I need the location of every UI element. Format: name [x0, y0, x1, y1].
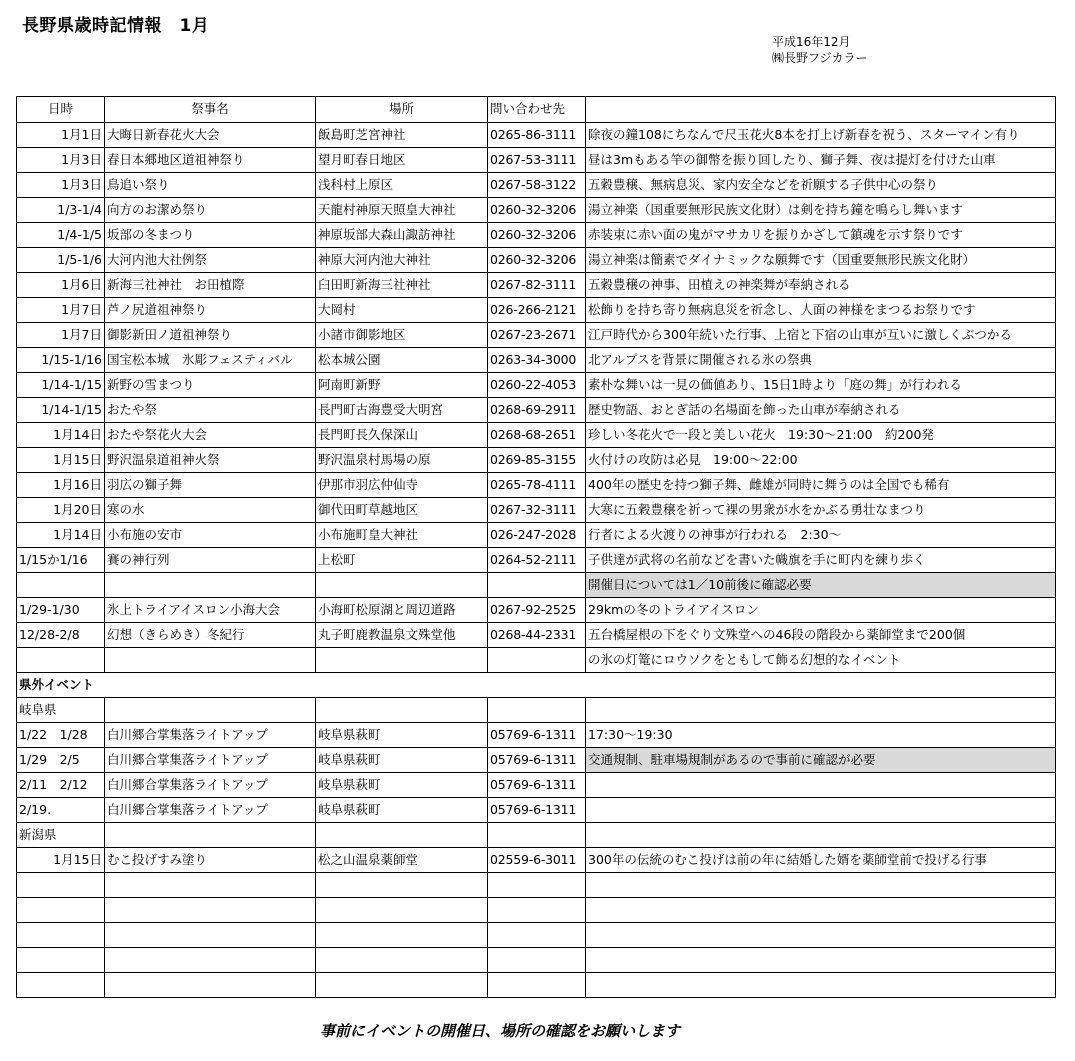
note-cell: 開催日については1／10前後に確認必要	[586, 573, 1056, 598]
niigata-label-row	[17, 823, 1056, 848]
outside-heading-row	[17, 673, 1056, 698]
phone-cell: 0267-23-2671	[488, 323, 586, 348]
empty-cell	[105, 823, 316, 848]
table-row	[17, 773, 1056, 798]
empty-cell	[17, 948, 105, 973]
event-cell: 氷上トライアイスロン小海大会	[105, 598, 316, 623]
place-cell: 岐阜県萩町	[316, 798, 488, 823]
event-cell: 大晦日新春花火大会	[105, 123, 316, 148]
date-cell: 1/14-1/15	[17, 398, 105, 423]
note-cell: の氷の灯篭にロウソクをともして飾る幻想的なイベント	[586, 648, 1056, 673]
phone-cell	[488, 648, 586, 673]
table-row	[17, 648, 1056, 673]
date-cell: 1/14-1/15	[17, 373, 105, 398]
gifu-label-row	[17, 698, 1056, 723]
phone-cell: 0269-85-3155	[488, 448, 586, 473]
note-cell: 昼は3mもある竿の御幣を振り回したり、獅子舞、夜は提灯を付けた山車	[586, 148, 1056, 173]
note-cell: 大寒に五穀豊穣を祈って裸の男衆が水をかぶる勇壮なまつり	[586, 498, 1056, 523]
table-row	[17, 848, 1056, 873]
empty-cell	[586, 948, 1056, 973]
empty-row	[17, 973, 1056, 998]
empty-cell	[316, 948, 488, 973]
place-cell: 丸子町鹿教温泉文殊堂他	[316, 623, 488, 648]
place-cell	[316, 648, 488, 673]
empty-cell	[488, 898, 586, 923]
place-cell: 小布施町皇大神社	[316, 523, 488, 548]
empty-cell	[586, 898, 1056, 923]
empty-cell	[316, 698, 488, 723]
event-cell: 羽広の獅子舞	[105, 473, 316, 498]
empty-cell	[17, 898, 105, 923]
table-row	[17, 498, 1056, 523]
place-cell: 望月町春日地区	[316, 148, 488, 173]
phone-cell: 0268-68-2651	[488, 423, 586, 448]
phone-cell: 0268-44-2331	[488, 623, 586, 648]
event-cell	[105, 648, 316, 673]
empty-cell	[488, 973, 586, 998]
empty-cell	[488, 823, 586, 848]
event-cell: 新海三社神社 お田植際	[105, 273, 316, 298]
empty-cell	[586, 698, 1056, 723]
date-cell: 12/28-2/8	[17, 623, 105, 648]
phone-cell: 05769-6-1311	[488, 773, 586, 798]
note-cell: 29kmの冬のトライアイスロン	[586, 598, 1056, 623]
table-row	[17, 198, 1056, 223]
table-row	[17, 223, 1056, 248]
empty-cell	[488, 873, 586, 898]
empty-cell	[586, 823, 1056, 848]
empty-cell	[316, 873, 488, 898]
note-cell: 赤装束に赤い面の鬼がマサカリを振りかざして鎮魂を示す祭りです	[586, 223, 1056, 248]
empty-cell	[316, 973, 488, 998]
date-cell: 1/15-1/16	[17, 348, 105, 373]
note-cell: 江戸時代から300年続いた行事、上宿と下宿の山車が互いに激しくぶつかる	[586, 323, 1056, 348]
place-cell: 松本城公園	[316, 348, 488, 373]
table-row	[17, 273, 1056, 298]
empty-cell	[488, 923, 586, 948]
note-cell: 湯立神楽（国重要無形民族文化財）は剣を持ち鐘を鳴らし舞います	[586, 198, 1056, 223]
phone-cell: 05769-6-1311	[488, 748, 586, 773]
date-cell: 1/4-1/5	[17, 223, 105, 248]
note-cell: 歴史物語、おとぎ話の名場面を飾った山車が奉納される	[586, 398, 1056, 423]
empty-cell	[17, 923, 105, 948]
event-cell: 国宝松本城 氷彫フェスティバル	[105, 348, 316, 373]
table-row	[17, 723, 1056, 748]
note-cell: 北アルプスを背景に開催される氷の祭典	[586, 348, 1056, 373]
note-cell: 珍しい冬花火で一段と美しい花火 19:30～21:00 約200発	[586, 423, 1056, 448]
date-cell: 1月6日	[17, 273, 105, 298]
event-cell: 大河内池大社例祭	[105, 248, 316, 273]
note-cell	[586, 798, 1056, 823]
empty-row	[17, 948, 1056, 973]
place-cell: 上松町	[316, 548, 488, 573]
date-cell: 1/22 1/28	[17, 723, 105, 748]
place-cell: 小海町松原湖と周辺道路	[316, 598, 488, 623]
note-cell: 300年の伝統のむこ投げは前の年に結婚した婿を薬師堂前で投げる行事	[586, 848, 1056, 873]
place-cell: 岐阜県萩町	[316, 748, 488, 773]
event-cell: 向方のお潔め祭り	[105, 198, 316, 223]
place-cell: 長門町長久保深山	[316, 423, 488, 448]
date-cell: 1月15日	[17, 848, 105, 873]
phone-cell: 026-247-2028	[488, 523, 586, 548]
empty-cell	[586, 923, 1056, 948]
header-note	[586, 97, 1056, 123]
empty-cell	[105, 898, 316, 923]
phone-cell: 05769-6-1311	[488, 723, 586, 748]
empty-cell	[105, 948, 316, 973]
date-cell: 1月15日	[17, 448, 105, 473]
table-row	[17, 323, 1056, 348]
empty-cell	[17, 873, 105, 898]
date-cell: 1/29-1/30	[17, 598, 105, 623]
company-name: ㈱長野フジカラー	[772, 51, 868, 65]
date-cell: 1月14日	[17, 423, 105, 448]
note-cell: 行者による火渡りの神事が行われる 2:30～	[586, 523, 1056, 548]
empty-row	[17, 923, 1056, 948]
page-title: 長野県歳時記情報 1月	[22, 16, 210, 36]
empty-cell	[586, 973, 1056, 998]
event-cell: 賽の神行列	[105, 548, 316, 573]
place-cell: 岐阜県萩町	[316, 723, 488, 748]
outside-heading: 県外イベント	[17, 673, 1056, 698]
empty-cell	[316, 898, 488, 923]
phone-cell: 0260-32-3206	[488, 198, 586, 223]
date-cell: 1月3日	[17, 148, 105, 173]
phone-cell	[488, 573, 586, 598]
empty-cell	[105, 873, 316, 898]
place-cell: 神原大河内池大神社	[316, 248, 488, 273]
phone-cell: 0260-32-3206	[488, 223, 586, 248]
event-cell: 鳥追い祭り	[105, 173, 316, 198]
table-row	[17, 523, 1056, 548]
phone-cell: 0267-32-3111	[488, 498, 586, 523]
table-row	[17, 548, 1056, 573]
event-cell: 芦ノ尻道祖神祭り	[105, 298, 316, 323]
table-row	[17, 373, 1056, 398]
date-cell	[17, 573, 105, 598]
event-cell: おたや祭	[105, 398, 316, 423]
empty-cell	[105, 973, 316, 998]
note-cell: 400年の歴史を持つ獅子舞、雌雄が同時に舞うのは全国でも稀有	[586, 473, 1056, 498]
empty-cell	[105, 698, 316, 723]
phone-cell: 0267-58-3122	[488, 173, 586, 198]
niigata-label: 新潟県	[17, 823, 105, 848]
event-cell: 白川郷合掌集落ライトアップ	[105, 748, 316, 773]
note-cell: 火付けの攻防は必見 19:00～22:00	[586, 448, 1056, 473]
date-cell: 1/5-1/6	[17, 248, 105, 273]
event-cell: 白川郷合掌集落ライトアップ	[105, 798, 316, 823]
empty-cell	[316, 923, 488, 948]
gifu-label: 岐阜県	[17, 698, 105, 723]
empty-cell	[488, 698, 586, 723]
event-cell: 坂部の冬まつり	[105, 223, 316, 248]
table-row	[17, 748, 1056, 773]
place-cell: 小諸市御影地区	[316, 323, 488, 348]
empty-row	[17, 873, 1056, 898]
table-row	[17, 623, 1056, 648]
table-row	[17, 173, 1056, 198]
event-cell: 春日本郷地区道祖神祭り	[105, 148, 316, 173]
table-row	[17, 798, 1056, 823]
place-cell: 神原坂部大森山諏訪神社	[316, 223, 488, 248]
event-cell: 白川郷合掌集落ライトアップ	[105, 723, 316, 748]
table-row	[17, 473, 1056, 498]
place-cell: 飯島町芝宮神社	[316, 123, 488, 148]
issue-date: 平成16年12月	[772, 35, 851, 49]
event-cell: 御影新田ノ道祖神祭り	[105, 323, 316, 348]
table-row	[17, 348, 1056, 373]
place-cell: 野沢温泉村馬場の原	[316, 448, 488, 473]
table-row	[17, 123, 1056, 148]
phone-cell: 0267-53-3111	[488, 148, 586, 173]
place-cell: 阿南町新野	[316, 373, 488, 398]
date-cell: 2/19.	[17, 798, 105, 823]
table-row	[17, 598, 1056, 623]
place-cell: 大岡村	[316, 298, 488, 323]
place-cell: 臼田町新海三社神社	[316, 273, 488, 298]
place-cell: 御代田町草越地区	[316, 498, 488, 523]
date-cell: 2/11 2/12	[17, 773, 105, 798]
note-cell: 交通規制、駐車場規制があるので事前に確認が必要	[586, 748, 1056, 773]
date-cell: 1月16日	[17, 473, 105, 498]
table-row	[17, 573, 1056, 598]
empty-cell	[316, 823, 488, 848]
phone-cell: 05769-6-1311	[488, 798, 586, 823]
note-cell: 五穀豊穣、無病息災、家内安全などを祈願する子供中心の祭り	[586, 173, 1056, 198]
place-cell: 浅科村上原区	[316, 173, 488, 198]
empty-cell	[105, 923, 316, 948]
date-cell	[17, 648, 105, 673]
phone-cell: 02559-6-3011	[488, 848, 586, 873]
note-cell: 素朴な舞いは一見の価値あり、15日1時より「庭の舞」が行われる	[586, 373, 1056, 398]
note-cell: 湯立神楽は簡素でダイナミックな願舞です（国重要無形民族文化財）	[586, 248, 1056, 273]
note-cell: 除夜の鐘108にちなんで尺玉花火8本を打上げ新春を祝う、スターマイン有り	[586, 123, 1056, 148]
phone-cell: 0264-52-2111	[488, 548, 586, 573]
event-cell: おたや祭花火大会	[105, 423, 316, 448]
header-event: 祭事名	[105, 97, 316, 123]
empty-cell	[586, 873, 1056, 898]
table-row	[17, 298, 1056, 323]
phone-cell: 0265-78-4111	[488, 473, 586, 498]
event-cell: 小布施の安市	[105, 523, 316, 548]
empty-cell	[17, 973, 105, 998]
place-cell: 長門町古海豊受大明宮	[316, 398, 488, 423]
table-row	[17, 423, 1056, 448]
phone-cell: 026-266-2121	[488, 298, 586, 323]
table-row	[17, 398, 1056, 423]
place-cell: 松之山温泉薬師堂	[316, 848, 488, 873]
phone-cell: 0263-34-3000	[488, 348, 586, 373]
phone-cell: 0267-92-2525	[488, 598, 586, 623]
phone-cell: 0265-86-3111	[488, 123, 586, 148]
footer-note: 事前にイベントの開催日、場所の確認をお願いします	[319, 1022, 680, 1040]
header-date: 日時	[17, 97, 105, 123]
date-cell: 1月1日	[17, 123, 105, 148]
table-row	[17, 248, 1056, 273]
date-cell: 1/29 2/5	[17, 748, 105, 773]
event-cell: 新野の雪まつり	[105, 373, 316, 398]
note-cell: 松飾りを持ち寄り無病息災を祈念し、人面の神様をまつるお祭りです	[586, 298, 1056, 323]
date-cell: 1/15か1/16	[17, 548, 105, 573]
date-cell: 1月3日	[17, 173, 105, 198]
event-cell: 寒の水	[105, 498, 316, 523]
note-cell: 五穀豊穣の神事、田植えの神楽舞が奉納される	[586, 273, 1056, 298]
date-cell: 1月7日	[17, 323, 105, 348]
note-cell: 五台橋屋根の下をぐり文殊堂への46段の階段から薬師堂まで200個	[586, 623, 1056, 648]
table-header-row	[17, 97, 1056, 123]
note-cell: 17:30～19:30	[586, 723, 1056, 748]
header-place: 場所	[316, 97, 488, 123]
empty-row	[17, 898, 1056, 923]
place-cell: 伊那市羽広仲仙寺	[316, 473, 488, 498]
note-cell	[586, 773, 1056, 798]
table-row	[17, 148, 1056, 173]
event-cell: 白川郷合掌集落ライトアップ	[105, 773, 316, 798]
date-cell: 1月14日	[17, 523, 105, 548]
phone-cell: 0260-22-4053	[488, 373, 586, 398]
date-cell: 1/3-1/4	[17, 198, 105, 223]
header-phone: 問い合わせ先	[488, 97, 586, 123]
place-cell: 岐阜県萩町	[316, 773, 488, 798]
events-table	[16, 96, 1056, 998]
event-cell	[105, 573, 316, 598]
phone-cell: 0267-82-3111	[488, 273, 586, 298]
place-cell	[316, 573, 488, 598]
event-cell: 幻想（きらめき）冬紀行	[105, 623, 316, 648]
table-row	[17, 448, 1056, 473]
event-cell: むこ投げすみ塗り	[105, 848, 316, 873]
place-cell: 天龍村神原天照皇大神社	[316, 198, 488, 223]
note-cell: 子供達が武将の名前などを書いた幟旗を手に町内を練り歩く	[586, 548, 1056, 573]
empty-cell	[488, 948, 586, 973]
date-cell: 1月7日	[17, 298, 105, 323]
phone-cell: 0260-32-3206	[488, 248, 586, 273]
date-cell: 1月20日	[17, 498, 105, 523]
phone-cell: 0268-69-2911	[488, 398, 586, 423]
event-cell: 野沢温泉道祖神火祭	[105, 448, 316, 473]
